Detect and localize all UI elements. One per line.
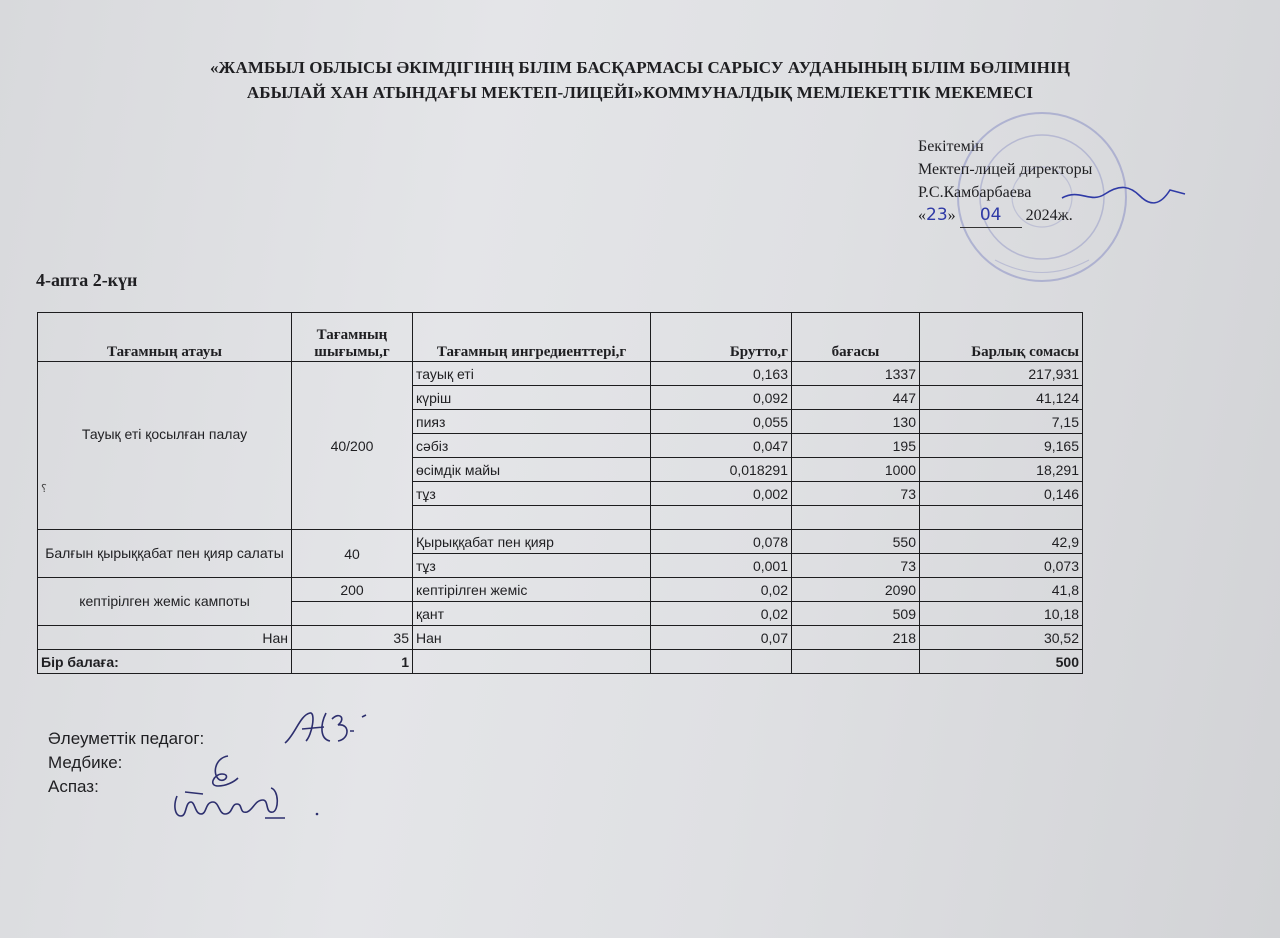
sum-value: 9,165 xyxy=(920,434,1083,458)
ingredient-name: Нан xyxy=(413,626,651,650)
header-price: бағасы xyxy=(792,313,920,362)
total-count: 1 xyxy=(292,650,413,674)
brutto-value: 0,055 xyxy=(651,410,792,434)
ingredient-name: пияз xyxy=(413,410,651,434)
date-year: 2024ж. xyxy=(1025,207,1073,224)
table-row xyxy=(38,578,1083,602)
ingredient-name: тауық еті xyxy=(413,362,651,386)
heading-line-2: АБЫЛАЙ ХАН АТЫНДАҒЫ МЕКТЕП-ЛИЦЕЙІ»КОММУНАЛДЫҚ МЕМЛЕКЕТТІК МЕКЕМЕСІ xyxy=(246,83,1034,102)
sum-value: 18,291 xyxy=(920,458,1083,482)
price-value: 2090 xyxy=(792,578,920,602)
table-row xyxy=(38,530,1083,554)
organization-heading xyxy=(60,55,1220,105)
price-value: 195 xyxy=(792,434,920,458)
dish-name: Нан xyxy=(38,626,292,650)
empty-cell xyxy=(651,506,792,530)
price-value: 1337 xyxy=(792,362,920,386)
price-value: 130 xyxy=(792,410,920,434)
sum-value: 0,146 xyxy=(920,482,1083,506)
week-day-label: 4-апта 2-күн xyxy=(36,270,138,290)
signature-pedagog-label: Әлеуметтік педагог: xyxy=(48,729,205,748)
ingredient-name: тұз xyxy=(413,554,651,578)
dish-name: Балғын қырыққабат пен қияр салаты xyxy=(38,530,292,578)
signature-medbike-label: Медбике: xyxy=(48,753,123,772)
price-value: 73 xyxy=(792,482,920,506)
total-row xyxy=(38,650,1083,674)
table-row xyxy=(38,626,1083,650)
sum-value: 7,15 xyxy=(920,410,1083,434)
approval-position: Мектеп-лицей директоры xyxy=(918,161,1093,178)
ingredient-name: кептірілген жеміс xyxy=(413,578,651,602)
brutto-value: 0,163 xyxy=(651,362,792,386)
sum-value: 30,52 xyxy=(920,626,1083,650)
cell-mark: ⸮ xyxy=(41,482,47,495)
date-month: 04 xyxy=(960,204,1022,228)
brutto-value: 0,002 xyxy=(651,482,792,506)
price-value: 218 xyxy=(792,626,920,650)
pedagog-signature xyxy=(280,705,375,750)
empty-cell xyxy=(413,506,651,530)
empty-cell xyxy=(920,506,1083,530)
empty-cell xyxy=(292,602,413,626)
director-signature xyxy=(1060,180,1190,210)
brutto-value: 0,001 xyxy=(651,554,792,578)
price-value: 73 xyxy=(792,554,920,578)
menu-cost-table xyxy=(37,312,1083,674)
brutto-value: 0,02 xyxy=(651,578,792,602)
approval-director-name: Р.С.Камбарбаева xyxy=(918,184,1032,201)
ingredient-name: қант xyxy=(413,602,651,626)
brutto-value: 0,018291 xyxy=(651,458,792,482)
total-label: Бір балаға: xyxy=(38,650,292,674)
dish-name-cell xyxy=(38,362,292,530)
brutto-value: 0,047 xyxy=(651,434,792,458)
dish-output: 35 xyxy=(292,626,413,650)
dish-output: 40 xyxy=(292,530,413,578)
empty-cell xyxy=(651,650,792,674)
price-value: 509 xyxy=(792,602,920,626)
dish-name: Тауық еті қосылған палау xyxy=(81,425,248,442)
aspaz-signature xyxy=(165,782,330,827)
header-output: Тағамның шығымы,г xyxy=(292,313,413,362)
signature-aspaz-label: Аспаз: xyxy=(48,777,99,796)
ingredient-name: сәбіз xyxy=(413,434,651,458)
date-close-quote: » xyxy=(947,207,956,224)
table-row xyxy=(38,362,1083,386)
ingredient-name: тұз xyxy=(413,482,651,506)
ingredient-name: өсімдік майы xyxy=(413,458,651,482)
brutto-value: 0,07 xyxy=(651,626,792,650)
price-value: 447 xyxy=(792,386,920,410)
empty-cell xyxy=(413,650,651,674)
heading-line-1: «ЖАМБЫЛ ОБЛЫСЫ ӘКІМДІГІНІҢ БІЛІМ БАСҚАРМАСЫ САРЫСУ АУДАНЫНЫҢ БІЛІМ БӨЛІМІНІҢ xyxy=(209,58,1071,77)
dish-name: кептірілген жеміс кампоты xyxy=(38,578,292,626)
date-day: 23 xyxy=(926,205,948,225)
sum-value: 10,18 xyxy=(920,602,1083,626)
brutto-value: 0,02 xyxy=(651,602,792,626)
empty-cell xyxy=(792,506,920,530)
ingredient-name: Қырыққабат пен қияр xyxy=(413,530,651,554)
header-total: Барлық сомасы xyxy=(920,313,1083,362)
header-ingredients: Тағамның ингредиенттері,г xyxy=(413,313,651,362)
dish-output: 40/200 xyxy=(292,362,413,530)
sum-value: 0,073 xyxy=(920,554,1083,578)
brutto-value: 0,078 xyxy=(651,530,792,554)
date-open-quote: « xyxy=(918,207,926,224)
total-sum: 500 xyxy=(920,650,1083,674)
dish-output: 200 xyxy=(292,578,413,602)
empty-cell xyxy=(792,650,920,674)
sum-value: 41,124 xyxy=(920,386,1083,410)
header-brutto: Брутто,г xyxy=(651,313,792,362)
brutto-value: 0,092 xyxy=(651,386,792,410)
sum-value: 42,9 xyxy=(920,530,1083,554)
header-dish-name: Тағамның атауы xyxy=(38,313,292,362)
ingredient-name: күріш xyxy=(413,386,651,410)
price-value: 1000 xyxy=(792,458,920,482)
sum-value: 217,931 xyxy=(920,362,1083,386)
price-value: 550 xyxy=(792,530,920,554)
sum-value: 41,8 xyxy=(920,578,1083,602)
table-header-row xyxy=(38,313,1083,362)
approval-title: Бекітемін xyxy=(918,138,984,155)
